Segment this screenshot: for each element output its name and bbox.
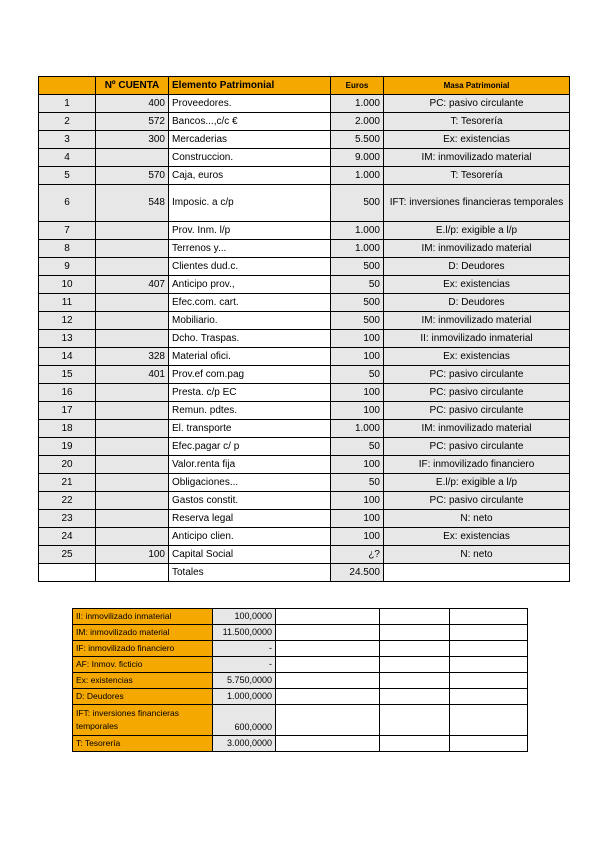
row-number: 10 <box>39 276 96 294</box>
euros-value: 100 <box>331 492 384 510</box>
summary-label: II: inmovilizado inmaterial <box>73 609 213 625</box>
row-number: 16 <box>39 384 96 402</box>
row-number: 7 <box>39 222 96 240</box>
table-row <box>39 420 570 438</box>
euros-value: 50 <box>331 474 384 492</box>
table-row <box>39 294 570 312</box>
summary-empty-cell <box>450 689 528 705</box>
patrimonial-element: Anticipo clien. <box>169 528 331 546</box>
account-number <box>96 528 169 546</box>
table-row <box>39 510 570 528</box>
patrimonial-mass: N: neto <box>384 546 570 564</box>
euros-value: 500 <box>331 312 384 330</box>
patrimonial-mass: E.l/p: exigible a l/p <box>384 474 570 492</box>
summary-label: IM: inmovilizado material <box>73 625 213 641</box>
row-number: 12 <box>39 312 96 330</box>
patrimonial-mass: T: Tesorería <box>384 167 570 185</box>
row-number: 5 <box>39 167 96 185</box>
patrimonial-mass: Ex: existencias <box>384 276 570 294</box>
summary-empty-cell <box>380 625 450 641</box>
summary-value: 11.500,0000 <box>213 625 276 641</box>
patrimonial-element: Obligaciones... <box>169 474 331 492</box>
summary-row <box>73 641 528 657</box>
summary-row <box>73 705 528 736</box>
summary-empty-cell <box>276 673 380 689</box>
patrimonial-mass: PC: pasivo circulante <box>384 492 570 510</box>
patrimonial-mass: Ex: existencias <box>384 131 570 149</box>
euros-value: 100 <box>331 510 384 528</box>
patrimonial-element: Gastos constit. <box>169 492 331 510</box>
summary-empty-cell <box>450 673 528 689</box>
row-number: 18 <box>39 420 96 438</box>
summary-value: 1.000,0000 <box>213 689 276 705</box>
euros-value: 1.000 <box>331 240 384 258</box>
patrimonial-element: Material ofici. <box>169 348 331 366</box>
table-row <box>39 185 570 222</box>
summary-row <box>73 689 528 705</box>
account-number <box>96 258 169 276</box>
table-row <box>39 240 570 258</box>
row-number: 3 <box>39 131 96 149</box>
summary-empty-cell <box>380 609 450 625</box>
table-row <box>39 258 570 276</box>
row-number: 9 <box>39 258 96 276</box>
patrimonial-mass: PC: pasivo circulante <box>384 366 570 384</box>
row-number: 25 <box>39 546 96 564</box>
patrimonial-mass: IM: inmovilizado material <box>384 420 570 438</box>
table-row <box>39 330 570 348</box>
header-num <box>39 77 96 95</box>
totals-row <box>39 564 570 582</box>
summary-empty-cell <box>450 657 528 673</box>
summary-empty-cell <box>380 673 450 689</box>
patrimonial-mass: PC: pasivo circulante <box>384 95 570 113</box>
account-number <box>96 149 169 167</box>
account-number: 407 <box>96 276 169 294</box>
account-number <box>96 438 169 456</box>
main-table-body <box>39 95 570 582</box>
euros-value: 50 <box>331 438 384 456</box>
account-number: 100 <box>96 546 169 564</box>
summary-empty-cell <box>380 705 450 736</box>
summary-empty-cell <box>450 641 528 657</box>
account-number <box>96 294 169 312</box>
account-number: 572 <box>96 113 169 131</box>
totals-empty-cell <box>384 564 570 582</box>
summary-label: T: Tesorería <box>73 736 213 752</box>
summary-label: IF: inmovilizado financiero <box>73 641 213 657</box>
patrimonial-mass: E.l/p: exigible a l/p <box>384 222 570 240</box>
patrimonial-mass: IM: inmovilizado material <box>384 240 570 258</box>
account-number <box>96 240 169 258</box>
patrimonial-mass: IFT: inversiones financieras temporales <box>384 185 570 222</box>
euros-value: 1.000 <box>331 167 384 185</box>
summary-value: 100,0000 <box>213 609 276 625</box>
header-masa: Masa Patrimonial <box>384 77 570 95</box>
table-row <box>39 384 570 402</box>
row-number: 22 <box>39 492 96 510</box>
header-cuenta: Nº CUENTA <box>96 77 169 95</box>
patrimonial-element: Caja, euros <box>169 167 331 185</box>
patrimonial-elements-table <box>38 76 570 582</box>
totals-label: Totales <box>169 564 331 582</box>
row-number: 4 <box>39 149 96 167</box>
euros-value: 1.000 <box>331 420 384 438</box>
summary-value: 600,0000 <box>213 705 276 736</box>
summary-empty-cell <box>276 736 380 752</box>
patrimonial-element: Dcho. Traspas. <box>169 330 331 348</box>
account-number <box>96 492 169 510</box>
euros-value: 500 <box>331 258 384 276</box>
row-number: 23 <box>39 510 96 528</box>
summary-value: 5.750,0000 <box>213 673 276 689</box>
patrimonial-mass: D: Deudores <box>384 294 570 312</box>
patrimonial-mass: PC: pasivo circulante <box>384 438 570 456</box>
summary-empty-cell <box>276 625 380 641</box>
row-number: 17 <box>39 402 96 420</box>
patrimonial-element: Efec.com. cart. <box>169 294 331 312</box>
patrimonial-element: Imposic. a c/p <box>169 185 331 222</box>
summary-value: - <box>213 657 276 673</box>
row-number: 11 <box>39 294 96 312</box>
table-row <box>39 312 570 330</box>
patrimonial-mass: Ex: existencias <box>384 348 570 366</box>
patrimonial-mass: IM: inmovilizado material <box>384 149 570 167</box>
table-row <box>39 167 570 185</box>
account-number <box>96 312 169 330</box>
summary-empty-cell <box>450 609 528 625</box>
patrimonial-element: Anticipo prov., <box>169 276 331 294</box>
account-number <box>96 384 169 402</box>
summary-label: IFT: inversiones financieras temporales <box>73 705 213 736</box>
account-number <box>96 330 169 348</box>
euros-value: 1.000 <box>331 222 384 240</box>
header-euros: Euros <box>331 77 384 95</box>
table-row <box>39 528 570 546</box>
patrimonial-element: Efec.pagar c/ p <box>169 438 331 456</box>
table-row <box>39 348 570 366</box>
account-number <box>96 402 169 420</box>
account-number: 548 <box>96 185 169 222</box>
patrimonial-element: Prov.ef com.pag <box>169 366 331 384</box>
table-row <box>39 456 570 474</box>
euros-value: 100 <box>331 348 384 366</box>
table-row <box>39 222 570 240</box>
summary-empty-cell <box>276 705 380 736</box>
row-number: 6 <box>39 185 96 222</box>
patrimonial-mass: T: Tesorería <box>384 113 570 131</box>
patrimonial-element: Capital Social <box>169 546 331 564</box>
row-number: 13 <box>39 330 96 348</box>
totals-empty-cell <box>39 564 96 582</box>
summary-row <box>73 673 528 689</box>
summary-label: Ex: existencias <box>73 673 213 689</box>
patrimonial-mass: IM: inmovilizado material <box>384 312 570 330</box>
euros-value: 9.000 <box>331 149 384 167</box>
patrimonial-element: Valor.renta fija <box>169 456 331 474</box>
row-number: 8 <box>39 240 96 258</box>
summary-value: 3.000,0000 <box>213 736 276 752</box>
euros-value: 5.500 <box>331 131 384 149</box>
table-row <box>39 113 570 131</box>
row-number: 15 <box>39 366 96 384</box>
patrimonial-element: Mercaderias <box>169 131 331 149</box>
euros-value: 500 <box>331 185 384 222</box>
patrimonial-element: Proveedores. <box>169 95 331 113</box>
totals-value: 24.500 <box>331 564 384 582</box>
patrimonial-element: Remun. pdtes. <box>169 402 331 420</box>
patrimonial-element: Construccion. <box>169 149 331 167</box>
table-row <box>39 276 570 294</box>
account-number <box>96 510 169 528</box>
patrimonial-element: Mobiliario. <box>169 312 331 330</box>
account-number <box>96 474 169 492</box>
table-row <box>39 474 570 492</box>
patrimonial-element: Clientes dud.c. <box>169 258 331 276</box>
patrimonial-element: Presta. c/p EC <box>169 384 331 402</box>
header-elemento: Elemento Patrimonial <box>169 77 331 95</box>
totals-empty-cell <box>96 564 169 582</box>
table-row <box>39 492 570 510</box>
euros-value: 1.000 <box>331 95 384 113</box>
row-number: 2 <box>39 113 96 131</box>
table-row <box>39 149 570 167</box>
euros-value: 100 <box>331 456 384 474</box>
euros-value: 100 <box>331 528 384 546</box>
summary-empty-cell <box>276 641 380 657</box>
patrimonial-element: Reserva legal <box>169 510 331 528</box>
summary-empty-cell <box>380 641 450 657</box>
row-number: 14 <box>39 348 96 366</box>
patrimonial-mass: D: Deudores <box>384 258 570 276</box>
summary-empty-cell <box>276 657 380 673</box>
account-number: 328 <box>96 348 169 366</box>
table-row <box>39 438 570 456</box>
euros-value: 500 <box>331 294 384 312</box>
summary-row <box>73 736 528 752</box>
account-number <box>96 222 169 240</box>
euros-value: 50 <box>331 366 384 384</box>
euros-value: ¿? <box>331 546 384 564</box>
patrimonial-element: El. transporte <box>169 420 331 438</box>
account-number: 400 <box>96 95 169 113</box>
summary-label: AF: Inmov. ficticio <box>73 657 213 673</box>
row-number: 19 <box>39 438 96 456</box>
table-row <box>39 402 570 420</box>
euros-value: 100 <box>331 402 384 420</box>
summary-row <box>73 625 528 641</box>
summary-empty-cell <box>380 689 450 705</box>
patrimonial-mass: Ex: existencias <box>384 528 570 546</box>
account-number <box>96 420 169 438</box>
row-number: 21 <box>39 474 96 492</box>
patrimonial-mass: IF: inmovilizado financiero <box>384 456 570 474</box>
table-row <box>39 131 570 149</box>
row-number: 20 <box>39 456 96 474</box>
summary-table-body <box>73 609 528 752</box>
row-number: 1 <box>39 95 96 113</box>
patrimonial-element: Prov. Inm. l/p <box>169 222 331 240</box>
summary-empty-cell <box>380 736 450 752</box>
account-number: 300 <box>96 131 169 149</box>
table-row <box>39 546 570 564</box>
summary-value: - <box>213 641 276 657</box>
summary-table <box>72 608 528 752</box>
euros-value: 100 <box>331 330 384 348</box>
patrimonial-mass: N: neto <box>384 510 570 528</box>
euros-value: 100 <box>331 384 384 402</box>
summary-empty-cell <box>276 609 380 625</box>
account-number <box>96 456 169 474</box>
row-number: 24 <box>39 528 96 546</box>
euros-value: 50 <box>331 276 384 294</box>
account-number: 401 <box>96 366 169 384</box>
summary-empty-cell <box>380 657 450 673</box>
patrimonial-element: Bancos...,c/c € <box>169 113 331 131</box>
summary-empty-cell <box>450 736 528 752</box>
summary-empty-cell <box>450 705 528 736</box>
table-row <box>39 95 570 113</box>
account-number: 570 <box>96 167 169 185</box>
euros-value: 2.000 <box>331 113 384 131</box>
patrimonial-mass: II: inmovilizado inmaterial <box>384 330 570 348</box>
patrimonial-element: Terrenos y... <box>169 240 331 258</box>
patrimonial-mass: PC: pasivo circulante <box>384 402 570 420</box>
patrimonial-mass: PC: pasivo circulante <box>384 384 570 402</box>
table-row <box>39 366 570 384</box>
summary-empty-cell <box>450 625 528 641</box>
summary-row <box>73 657 528 673</box>
summary-empty-cell <box>276 689 380 705</box>
summary-row <box>73 609 528 625</box>
summary-label: D: Deudores <box>73 689 213 705</box>
header-row <box>39 77 570 95</box>
